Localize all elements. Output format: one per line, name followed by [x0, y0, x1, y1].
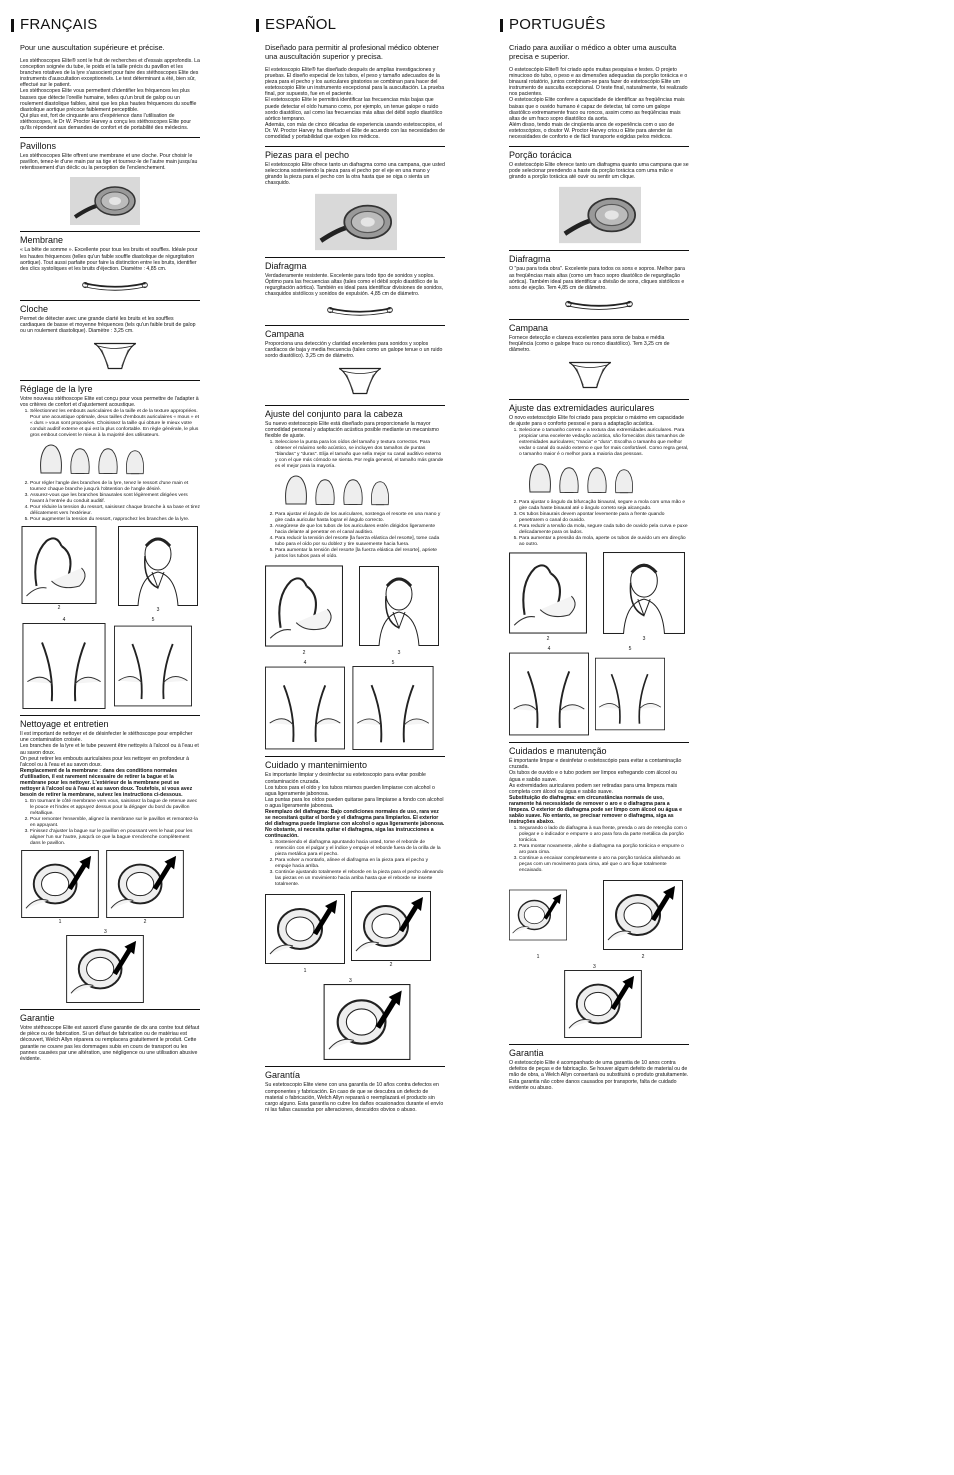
- text-campana: Proporciona una detección y claridad excelentes para sonidos y soplos cardíacos de baja y media frecuencia (tales como un galope tenue o un ruido sordo diastólico). 3,25 cm de diámetro.: [265, 340, 443, 360]
- chestpiece-photo: [315, 193, 397, 251]
- figure-ring-3: [60, 935, 150, 1003]
- figure-ring-1: [265, 891, 345, 967]
- figure-number: 4: [303, 660, 307, 667]
- entretien-steps: [20, 799, 200, 847]
- figure-number: 4: [547, 646, 551, 653]
- figure-row-ring: [20, 850, 200, 925]
- text-entretien-4: Remplacement de la membrane : dans des conditions normales d'utilisation, il est rarement nécessaire de retirer la bague et la membrane pour les nettoyer. L'extérieur de la membrane peut se nettoyer à l'alcool ou à l'eau et au savon doux. Toutefois, si vous avez besoin de retirer la membrane, suivez les instructions ci-dessous.: [20, 767, 193, 799]
- list-item: 1. Seleccione la punta para los oídos del tamaño y textura correctos. Para obtener el máximo sello acústico, se incluyen dos tamaños de puntas "blandas" y "duras". Elija el tamaño que sella mejor su canal auditivo externo y con el que más cómodo se sienta. Por regla general, el tamaño más grande es el mejor para la mayoría.: [275, 440, 445, 470]
- heading-diafragma: Diafragma: [265, 260, 307, 271]
- figure-5: [595, 652, 665, 736]
- intro-paragraph: Les stéthoscopes Elite® sont le fruit de recherches et d'essais approfondis. La conception soignée du tube, le poids et la taille précis du pavillon et les branches rotatives de la lyre s'associent pour faire des stéthoscopes Elite des instruments d'auscultation exceptionnels. Le test déterminant a été, bien sûr, effectué sur le patient.: [20, 58, 200, 89]
- ajuste-steps-1: [509, 428, 689, 458]
- figure-3: [359, 563, 439, 649]
- figure-number: 5: [628, 646, 632, 653]
- figure-number: 2: [389, 962, 393, 969]
- figure-number: 3: [156, 607, 160, 614]
- figure-2: [509, 551, 587, 635]
- figure-number: 2: [641, 954, 645, 961]
- figure-row-2-3: [265, 563, 445, 656]
- tagline: Pour une auscultation supérieure et précise.: [20, 43, 165, 52]
- figure-row-2-3: [20, 526, 200, 613]
- figure-row-4-5: [265, 659, 445, 750]
- list-item: 5. Pour augmenter la tension du ressort, rapprochez les branches de la lyre.: [30, 517, 200, 523]
- figure-number: 3: [642, 636, 646, 643]
- heading-toracica: Porção torácica: [509, 150, 572, 161]
- heading-garantia: Garantia: [509, 1048, 544, 1059]
- heading-pavillons: Pavillons: [20, 141, 57, 152]
- figure-ring-1: [509, 877, 567, 953]
- text-garantia: O estetoscópio Elite é acompanhado de uma garantia de 10 anos contra defeitos de peças e de fabricação. Se houver algum defeito de material ou de mão de obra, a Welch Allyn consertará ou substituirá o produto gratuitamente. Esta garantia não cobre danos causados por transporte, falta de cuidado evidente ou abuso.: [509, 1060, 689, 1091]
- tagline: Diseñado para permitir al profesional médico obtener una auscultación superior y precisa.: [265, 43, 439, 61]
- text-cuidado-3: Las puntas para los oídos pueden quitarse para limpiarse a fondo con alcohol o agua ligeramente jabonosa.: [265, 796, 444, 809]
- heading-garantie: Garantie: [20, 1013, 55, 1024]
- list-item: 1. Segurando o lado do diafragma à sua frente, prenda o aro de retenção com o polegar e o indicador e empurre o aro para fora da parte metálica da porção torácica.: [519, 826, 689, 844]
- heading-membrane: Membrane: [20, 235, 64, 246]
- list-item: 2. Para volver a montarlo, alinee el diafragma en la pieza para el pecho y empuje hacia arriba.: [275, 858, 445, 870]
- list-item: 4. Pour réduire la tension du ressort, saisissez chaque branche à sa base et tirez délicatement vers l'extérieur.: [30, 505, 200, 517]
- heading-cabeza: Ajuste del conjunto para la cabeza: [265, 409, 403, 420]
- figure-number: 3: [397, 650, 401, 657]
- intro-paragraph-3: Além disso, tendo mais de cinqüenta anos de experiência com o uso de estetoscópios, o doutor W. Proctor Harvey criou o Elite para atender às necessidades de conforto e de fácil transporte exigidas pelos médicos.: [509, 121, 675, 141]
- list-item: 3. Asegúrese de que los tubos de los auriculares estén dirigidos ligeramente hacia delante al penetrar en el canal auditivo.: [275, 524, 445, 536]
- figure-number: 3: [104, 929, 107, 936]
- heading-entretien: Nettoyage et entretien: [20, 719, 109, 730]
- heading-lyre: Réglage de la lyre: [20, 384, 93, 395]
- figure-4: [20, 623, 108, 709]
- heading-ajuste: Ajuste das extremidades auriculares: [509, 403, 655, 414]
- text-cuidados-1: É importante limpar e desinfetar o estetoscópio para evitar a contaminação cruzada.: [509, 758, 682, 771]
- intro-paragraph: El estetoscopio Elite® fue diseñado después de amplias investigaciones y pruebas. El diseño especial de los tubos, el peso y tamaño adecuados de la pieza para el pecho y los auriculares giratorios se combinan para hacer del estetoscopio Elite un instrumento excepcional para la auscultación. La prueba final, por supuesto, fue en el paciente.: [265, 67, 445, 98]
- diaphragm-illustration: [325, 301, 395, 319]
- figure-ring-2: [603, 877, 683, 953]
- text-garantia: Su estetoscopio Elite viene con una garantía de 10 años contra defectos en componentes y fabricación. En caso de que se descubra un defecto de material o fabricación, Welch Allyn reparará o reemplazará el producto sin cargo alguno. Esta garantía no cubre los daños ocasionados durante el envío ni las fallas causadas por alteraciones, descuidos obvios o abuso.: [265, 1082, 444, 1113]
- list-item: 5. Para aumentar la tensión del resorte [la fuerza elástica del resorte], apriete juntos los tubos para el oído.: [275, 548, 445, 560]
- heading-cloche: Cloche: [20, 303, 49, 314]
- text-cabeza: Su nuevo estetoscopio Elite está diseñado para proporcionarle la mayor comodidad personal y adaptación acústica posible mediante un mecanismo flexible de ajuste.: [265, 421, 439, 440]
- figure-row-4-5: [20, 616, 200, 709]
- figure-number: 2: [143, 919, 147, 926]
- figure-number: 5: [391, 660, 395, 667]
- language-title: ESPAÑOL: [265, 16, 445, 33]
- figure-number: 2: [302, 650, 306, 657]
- figure-number: 2: [57, 605, 61, 612]
- list-item: 5. Para aumentar a pressão da mola, aperte os tubos de ouvido um em direção ao outro.: [519, 536, 689, 548]
- text-diafragma: Verdaderamente resistente. Excelente para todo tipo de sonidos y soplos. Óptimo para las frecuencias altas (tales como el débil soplo diastólico de la regurgitación aórtica). También es ideal para identificar divisiones de sonidos, chasquidos sistólicos y sonidos de expulsión. 4,85 cm de diámetro.: [265, 272, 444, 297]
- figure-5: [351, 666, 435, 750]
- figure-number: 5: [151, 617, 155, 624]
- text-cuidado-2: Los tubos para el oído y los tubos mismos pueden limpiarse con alcohol o agua ligeramente jabonosa.: [265, 784, 435, 797]
- list-item: 3. Os tubos binaurais devem apontar levemente para a frente quando penetrarem o canal do ouvido.: [519, 512, 689, 524]
- heading-cuidado: Cuidado y mantenimiento: [265, 760, 368, 771]
- heading-cuidados: Cuidados e manutenção: [509, 746, 607, 757]
- figure-number: 2: [546, 636, 550, 643]
- text-cloche: Permet de détecter avec une grande clarté les bruits et les souffles cardiaques de basse et moyenne fréquences (tels qu'un faible bruit de galop ou un roulement diastolique). Diamètre : 3,25 cm.: [20, 315, 196, 334]
- figure-number: 1: [536, 954, 540, 961]
- intro-paragraph-2: O estetoscópio Elite confere a capacidade de identificar as freqüências mais baixas que o ouvido humano é capaz de detectar, tal como um galope diastólico extremamente fraco ou roncos, assim como as freqüências mais altas de um fraco sopro diastólico da aorta.: [509, 97, 685, 122]
- text-ajuste: O novo estetoscópio Elite foi criado para propiciar o máximo em capacidade de ajuste para o conforto pessoal e para a adaptação acústica.: [509, 415, 685, 428]
- figure-row-2-3: [509, 551, 689, 642]
- heading-campana: Campana: [265, 328, 305, 339]
- heading-campana: Campana: [509, 322, 549, 333]
- text-cuidado-4: Reemplazo del diafragma: Bajo condiciones normales de uso, rara vez se necesitará quitar el borde y el diafragma para limpiarlos. El exterior del diafragma puede limpiarse con alcohol o agua ligeramente jabonosa. No obstante, si necesita quitar el diafragma, siga las instrucciones a continuación.: [265, 809, 445, 840]
- intro-paragraph-2: El estetoscopio Elite le permitirá identificar las frecuencias más bajas que puede detectar el oído humano como, por ejemplo, un tenue galope o ruido sordo diastólico, así como las frecuencias más altas del débil soplo diastólico aórtico temprano.: [265, 97, 443, 122]
- intro-paragraph-3: Qui plus est, fort de cinquante ans d'expérience dans l'utilisation de stéthoscopes, le Dr W. Proctor Harvey a conçu les stéthoscopes Elite pour qu'ils répondent aux demandes de confort et de portabilité des médecins.: [20, 112, 191, 132]
- eartips-illustration: [38, 443, 200, 477]
- text-cuidado-1: Es importante limpiar y desinfectar su estetoscopio para evitar posible contaminación cruzada.: [265, 772, 426, 785]
- cabeza-steps-2: [265, 512, 445, 560]
- cabeza-steps-1: [265, 440, 445, 470]
- language-title: PORTUGUÊS: [509, 16, 689, 33]
- list-item: 1. Sélectionnez les embouts auriculaires de la taille et de la texture appropriées. Pour une acoustique optimale, deux tailles d'embouts auriculaires « mous » et « durs » vous sont proposées. Choisissez la taille qui obture le mieux votre conduit auditif externe et qui est la plus confortable. En règle générale, le plus gros embout convient le mieux à la majorité des utilisateurs.: [30, 409, 200, 439]
- lyre-steps-2: [20, 481, 200, 523]
- list-item: 3. Finissez d'ajuster la bague sur le pavillon en poussant vers le haut pour les aligner l'un sur l'autre, jusqu'à ce que la bague s'enclenche complètement dans le pavillon.: [30, 829, 200, 847]
- list-item: 3. Assurez-vous que les branches binaurales sont légèrement dirigées vers l'avant à l'entrée du conduit auditif.: [30, 493, 200, 505]
- intro-paragraph-3: Además, con más de cinco décadas de experiencia usando estetoscopios, el Dr. W. Proctor Harvey ha diseñado el Elite de acuerdo con las necesidades de comodidad y portabilidad que exigen los médicos.: [265, 121, 445, 141]
- figure-ring-3: [563, 970, 643, 1038]
- figure-row-4-5: [509, 645, 689, 736]
- cuidado-steps: [265, 840, 445, 888]
- figure-5: [114, 623, 192, 709]
- figure-number: 3: [349, 978, 352, 985]
- heading-diafragma: Diafragma: [509, 254, 551, 265]
- eartips-illustration: [283, 474, 445, 508]
- list-item: 2. Para ajustar el ángulo de los auriculares, sostenga el resorte en una mano y gire cada auricular hasta lograr el ángulo correcto.: [275, 512, 445, 524]
- intro-paragraph-2: Les stéthoscopes Elite vous permettent d'identifier les fréquences les plus basses que détecte l'oreille humaine, telles qu'un bruit de galop ou un roulement diastolique faibles, ainsi que les plus hautes fréquences du souffle diastolique aortique précoce faiblement perceptible.: [20, 88, 197, 113]
- column-espanol: [265, 0, 445, 1113]
- text-entretien-1: Il est important de nettoyer et de désinfecter le stéthoscope pour empêcher une contamination croisée.: [20, 731, 193, 744]
- figure-number: 1: [303, 968, 307, 975]
- intro-paragraph: O estetoscópio Elite® foi criado após muitas pesquisa e testes. O projeto minucioso do tubo, o peso e as dimensões adequadas da porção torácica e o binaural rotatório, juntos combinam-se para fazer do estetoscópio Elite um instrumento de ausculta excepcional. O teste final, naturalmente, foi realizado nos pacientes.: [509, 67, 688, 98]
- eartips-illustration: [527, 462, 689, 496]
- list-item: 1. Selecione o tamanho correto e a textura das extremidades auriculares. Para propiciar uma excelente vedação acústica, são fornecidos dois tamanhos de extremidades auriculares; "macia" e "dura". Escolha o tamanho que melhor vedar o canal do ouvido externo e que for mais confortável. Como regra geral, o tamanho maior é o melhor para a maioria das pessoas.: [519, 428, 689, 458]
- cuidados-steps: [509, 826, 689, 874]
- bell-illustration: [335, 363, 385, 399]
- diaphragm-illustration: [559, 295, 639, 313]
- text-entretien-2: Les branches de la lyre et le tube peuvent être nettoyés à l'alcool ou à l'eau et au savon doux.: [20, 743, 199, 756]
- text-cuidados-4: Substituição do diafragma: em circunstâncias normais de uso, raramente há necessidade de remover o aro e o diafragma para a limpeza. O exterior do diafragma pode ser limpo com álcool ou água e sabão suave. No entanto, se precisar remover o diafragma, siga as instruções abaixo.: [509, 794, 682, 826]
- figure-number: 4: [62, 617, 66, 624]
- diaphragm-illustration: [80, 276, 150, 294]
- list-item: 2. Pour remonter l'ensemble, alignez la membrane sur le pavillon et remontez-la en appuyant.: [30, 817, 200, 829]
- text-diafragma: O "pau para toda obra". Excelente para todos os sons e sopros. Melhor para as freqüências mais altas (como um fraco sopro diastólico de regurgitação aórtica). Também ideal para identificar a divisão de sons, cliques sistólicos e sons de ejeção. Tem 4,85 cm de diâmetro.: [509, 266, 685, 291]
- list-item: 4. Para reduzir a tensão da mola, segure cada tubo de ouvido pela curva e puxe delicadamente para os lados.: [519, 524, 689, 536]
- text-garantie: Votre stéthoscope Elite est assorti d'une garantie de dix ans contre tout défaut de pièce ou de fabrication. Si un défaut de fabrication ou de matériau est découvert, Welch Allyn réparera ou remplacera gratuitement le produit. Cette garantie ne couvre pas les dommages subis en cours de transport ou les pannes causées par une altération, une négligence ou une utilisation abusive évidente.: [20, 1025, 200, 1062]
- figure-ring-1: [20, 850, 100, 918]
- list-item: 1. Sosteniendo el diafragma apuntando hacia usted, tome el reborde de retención con el pulgar y el índice y empuje el reborde fuera de la orilla de la pieza metálica para el pecho.: [275, 840, 445, 858]
- bell-illustration: [90, 338, 140, 374]
- language-title: FRANÇAIS: [20, 16, 200, 33]
- ajuste-steps-2: [509, 500, 689, 548]
- figure-4: [509, 652, 589, 736]
- figure-4: [265, 666, 345, 750]
- list-item: 1. En tournant le côté membrane vers vous, saisissez la bague de retenue avec le pouce et l'index et appuyez dessus pour la dégager du bord du pavillon métallique.: [30, 799, 200, 817]
- figure-number: 1: [58, 919, 62, 926]
- figure-ring-2: [106, 850, 184, 918]
- figure-row-ring: [509, 877, 689, 960]
- figure-2: [265, 563, 343, 649]
- text-membrane: « La bête de somme ». Excellente pour tous les bruits et souffles. Idéale pour les hautes fréquences (telles qu'un faible souffle diastolique de régurgitation aortique). Tout aussi parfaite pour faire la distinction entre les bruits, identifier des clics systoliques et les bruits d'éjection. Diamètre : 4,85 cm.: [20, 247, 198, 272]
- bell-illustration: [565, 357, 615, 393]
- list-item: 2. Para montar novamente, alinhe o diafragma na porção torácica e empurre o aro para cima.: [519, 844, 689, 856]
- text-pavillons: Les stéthoscopes Elite offrent une membrane et une cloche. Pour choisir le pavillon, tenez-le d'une main par sa tige et tournez-le de l'autre main jusqu'au retentissement d'un déclic ou la perception de l'enclenchement.: [20, 153, 198, 172]
- text-cuidados-2: Os tubos de ouvido e o tubo podem ser limpos esfregando com álcool ou água e sabão suave.: [509, 770, 678, 783]
- list-item: 2. Pour régler l'angle des branches de la lyre, tenez le ressort d'une main et tournez chaque branche jusqu'à l'obtention de l'angle désiré.: [30, 481, 200, 493]
- column-portugues: [509, 0, 689, 1091]
- figure-2: [20, 526, 98, 604]
- heading-piezas: Piezas para el pecho: [265, 150, 350, 161]
- column-francais: [20, 0, 200, 1062]
- figure-3: [118, 526, 198, 606]
- figure-ring-3: [319, 984, 415, 1060]
- list-item: 2. Para ajustar o ângulo da bifurcação binaural, segure a mola com uma mão e gire cada haste binaural até o ângulo correto seja alcançado.: [519, 500, 689, 512]
- text-piezas: El estetoscopio Elite ofrece tanto un diafragma como una campana, que usted selecciona sosteniendo la pieza para el pecho por el eje en una mano y girando la pieza para el pecho con la otra hasta que se oiga o sienta un chasquido.: [265, 162, 445, 187]
- tagline: Criado para auxiliar o médico a obter uma ausculta precisa e superior.: [509, 43, 677, 61]
- text-lyre: Votre nouveau stéthoscope Elite est conçu pour vous permettre de l'adapter à vos critères de confort et d'ajustement acoustique.: [20, 396, 199, 409]
- text-entretien-3: On peut retirer les embouts auriculaires pour les nettoyer en profondeur à l'alcool ou à l'eau et au savon doux.: [20, 755, 189, 768]
- chestpiece-photo: [70, 177, 140, 225]
- figure-number: 3: [593, 964, 596, 971]
- chestpiece-photo: [559, 186, 641, 244]
- figure-ring-2: [351, 891, 431, 961]
- lyre-steps-1: [20, 409, 200, 439]
- text-cuidados-3: As extremidades auriculares podem ser retiradas para uma limpeza mais completa com álcool ou água e sabão suave.: [509, 782, 678, 795]
- text-campana: Fornece detecção e clareza excelentes para sons de baixa e média freqüência (como o galope fraco ou ronco diastólico). Tem 3,25 cm de diâmetro.: [509, 334, 670, 353]
- list-item: 4. Para reducir la tensión del resorte [la fuerza elástica del resorte], tome cada tubo para el oído por su doblez y tire suavemente hacia fuera.: [275, 536, 445, 548]
- list-item: 3. Continúe ajustando totalmente el reborde en la pieza para el pecho alineando las piezas en un movimiento hacia arriba hasta que el reborde se inserte totalmente.: [275, 870, 445, 888]
- figure-3: [603, 551, 685, 635]
- list-item: 3. Continue a encaixar completamente o aro na porção torácica alinhando as peças com um movimento para cima, até que o aro fique totalmente encaixado.: [519, 856, 689, 874]
- figure-row-ring: [265, 891, 445, 974]
- text-toracica: O estetoscópio Elite oferece tanto um diafragma quanto uma campana que se pode selecionar prendendo a haste da porção torácica com uma mão e girando a porção torácica até ouvir ou sentir um clique.: [509, 162, 689, 181]
- heading-garantia: Garantía: [265, 1070, 301, 1081]
